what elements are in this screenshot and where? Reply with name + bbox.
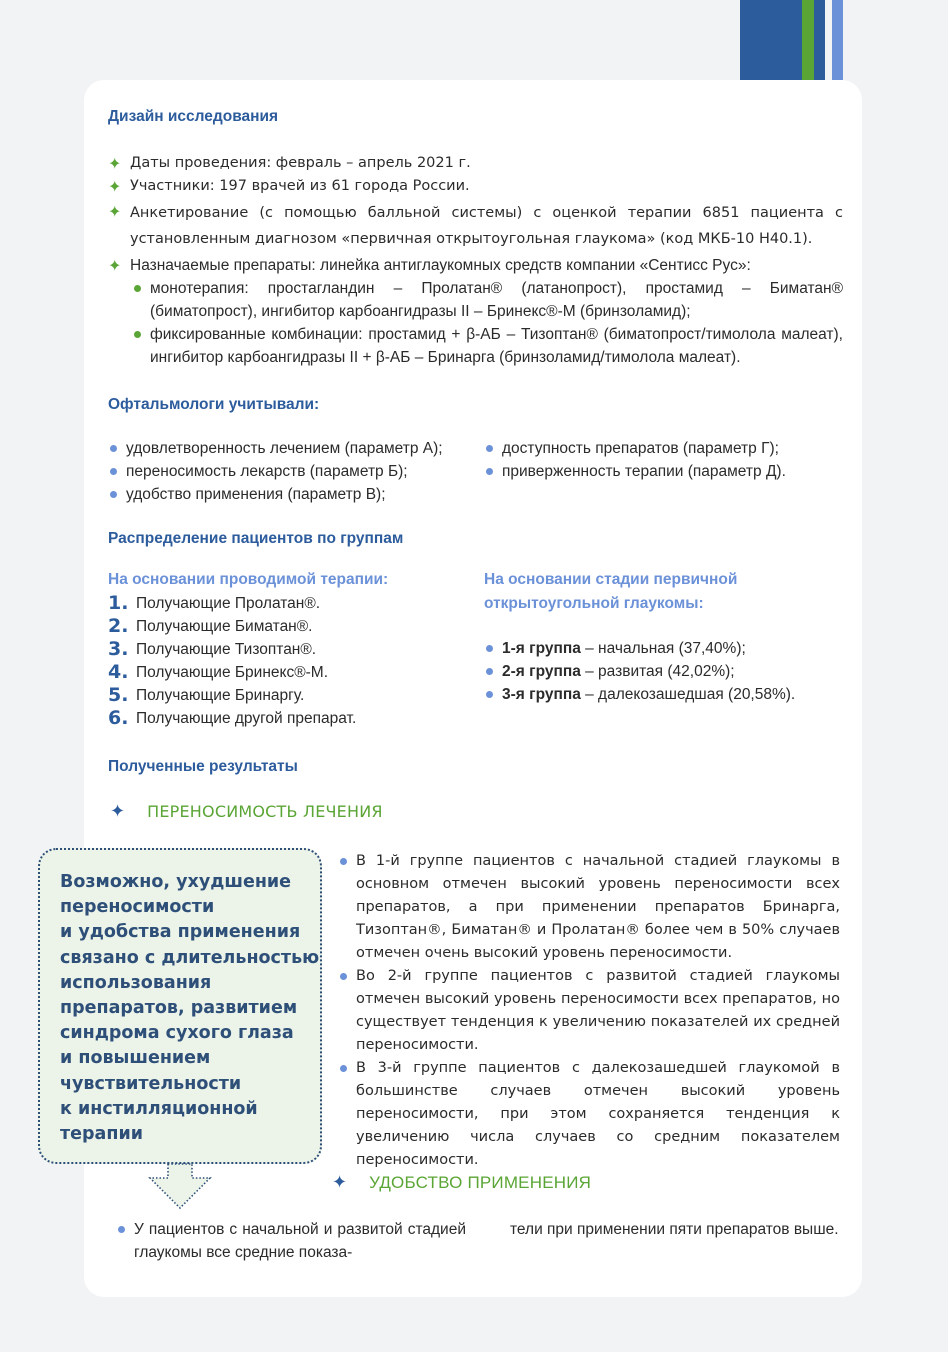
decor-stripe-blue [740, 0, 802, 80]
number-marker: 5. [108, 684, 129, 706]
tolerance-item: Во 2-й группе пациентов с развитой стадией глаукомы отмечен высокий уровень переносимости всех препаратов, но существует тенденция к увеличению показателей их средней переносимости. [340, 965, 840, 1057]
star-icon: ✦ [110, 801, 126, 822]
parameter-item: переносимость лекарств (параметр Б); [110, 460, 490, 483]
ophthalmologists-right-list [486, 437, 856, 483]
parameter-item: удовлетворенность лечением (параметр А); [110, 437, 490, 460]
stage-item: 1-я группа – начальная (37,40%); [486, 637, 795, 660]
ophthalmologists-left-list [110, 437, 490, 506]
dot-bullet-icon [486, 645, 493, 652]
therapy-item: 3. Получающие Тизоптан®. [108, 638, 317, 660]
down-arrow-icon [146, 1162, 214, 1210]
tolerance-list [340, 850, 840, 1172]
stage-item: 2-я группа – развитая (42,02%); [486, 660, 795, 683]
decor-stripe-light-blue [832, 0, 843, 80]
dot-bullet-icon [486, 691, 493, 698]
distribution-title: Распределение пациентов по группам [108, 530, 404, 547]
number-marker: 4. [108, 661, 129, 683]
star-bullet-icon: ✦ [108, 177, 122, 196]
therapy-item: 5. Получающие Бринаргу. [108, 684, 305, 706]
therapy-item: 2. Получающие Биматан®. [108, 615, 313, 637]
tolerance-item: В 3-й группе пациентов с далекозашедшей глаукомой в большинстве случаев отмечен высокий уровень переносимости, при этом сохраняется тенденция к увеличению числа случаев со средним показателем переносимости. [340, 1057, 840, 1172]
star-bullet-icon: ✦ [108, 154, 122, 173]
callout-note: Возможно, ухудшение переносимости и удобства применения связано с длительностью использования препаратов, развитием синдрома сухого глаза и повышением чувствительности к инстилляционной терапии [38, 848, 322, 1164]
therapy-item: 1. Получающие Пролатан®. [108, 592, 321, 614]
dot-bullet-icon [340, 973, 347, 980]
therapy-subtitle: На основании проводимой терапии: [108, 571, 389, 588]
decor-stripe-green [802, 0, 814, 80]
design-list [108, 152, 843, 369]
number-marker: 3. [108, 638, 129, 660]
design-item: ✦ Даты проведения: февраль – апрель 2021 г. [108, 154, 471, 173]
dot-bullet-icon [340, 1065, 347, 1072]
convenience-item: У пациентов с начальной и развитой стадией глаукомы все средние показа- [118, 1218, 466, 1264]
dot-bullet-icon [486, 445, 493, 452]
design-item: ✦ Анкетирование (с помощью балльной системы) с оценкой терапии 6851 пациента с установленным диагнозом «первичная открытоугольная глаукома» (код МКБ-10 Н40.1). [108, 202, 843, 247]
dot-bullet-icon [110, 468, 117, 475]
star-icon: ✦ [332, 1172, 348, 1193]
parameter-item: доступность препаратов (параметр Г); [486, 437, 856, 460]
dot-bullet-icon [110, 491, 117, 498]
number-marker: 1. [108, 592, 129, 614]
ophthalmologists-title: Офтальмологи учитывали: [108, 396, 320, 413]
therapy-list [108, 592, 356, 730]
convenience-col2: тели при применении пяти препаратов выше. [510, 1221, 839, 1238]
convenience-col1 [118, 1218, 466, 1264]
design-title: Дизайн исследования [108, 108, 279, 125]
stage-subtitle: На основании стадии первичной открытоугольной глаукомы: [484, 571, 738, 612]
number-marker: 6. [108, 707, 129, 729]
dot-bullet-icon [486, 468, 493, 475]
results-title: Полученные результаты [108, 758, 298, 775]
design-sub-item: монотерапия: простагландин – Пролатан® (латанопрост), простамид – Биматан® (биматопрост), ингибитор карбоангидразы II – Бринекс®-М (бринзоламид); [134, 277, 843, 323]
stage-item: 3-я группа – далекозашедшая (20,58%). [486, 683, 795, 706]
decor-stripe-blue-narrow [814, 0, 825, 80]
design-sub-item: фиксированные комбинации: простамид + β-АБ – Тизоптан® (биматопрост/тимолола малеат), ингибитор карбоангидразы II + β-АБ – Бринарга (бринзоламид/тимолола малеат). [134, 323, 843, 369]
parameter-item: удобство применения (параметр В); [110, 483, 490, 506]
design-item: ✦ Участники: 197 врачей из 61 города России. [108, 177, 470, 196]
star-bullet-icon: ✦ [108, 202, 122, 221]
dot-bullet-icon [134, 285, 141, 292]
dot-bullet-icon [118, 1226, 125, 1233]
stage-list [486, 637, 795, 706]
convenience-heading: ✦ УДОБСТВО ПРИМЕНЕНИЯ [332, 1172, 592, 1193]
therapy-item: 6. Получающие другой препарат. [108, 707, 357, 729]
dot-bullet-icon [134, 331, 141, 338]
star-bullet-icon: ✦ [108, 256, 122, 275]
therapy-item: 4. Получающие Бринекс®-М. [108, 661, 329, 683]
number-marker: 2. [108, 615, 129, 637]
tolerance-heading: ✦ ПЕРЕНОСИМОСТЬ ЛЕЧЕНИЯ [110, 801, 383, 822]
design-item: ✦ Назначаемые препараты: линейка антиглаукомных средств компании «Сентисс Рус»: [108, 256, 751, 275]
dot-bullet-icon [486, 668, 493, 675]
dot-bullet-icon [110, 445, 117, 452]
parameter-item: приверженность терапии (параметр Д). [486, 460, 856, 483]
tolerance-item: В 1-й группе пациентов с начальной стадией глаукомы в основном отмечен высокий уровень переносимости всех препаратов, а при применении препаратов Бринарга, Тизоптан®, Биматан® и Пролатан® более чем в 50% случаев отмечен очень высокий уровень переносимости. [340, 850, 840, 965]
dot-bullet-icon [340, 858, 347, 865]
